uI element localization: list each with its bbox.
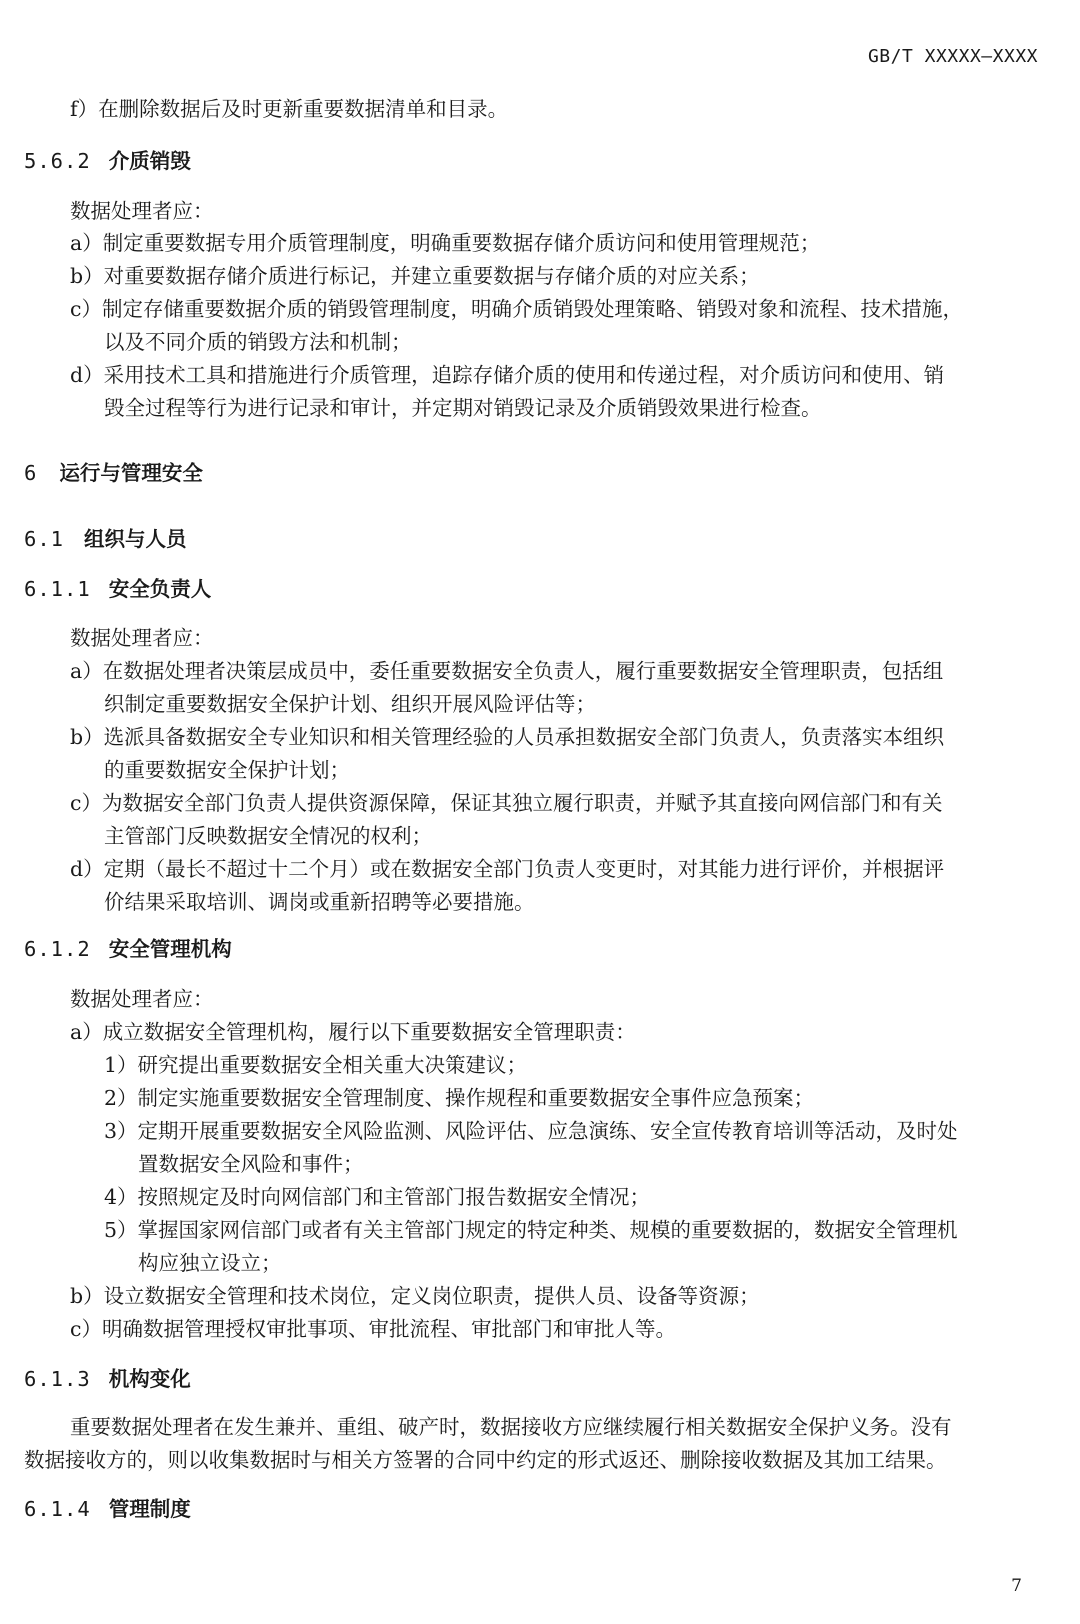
section-heading — [24, 932, 232, 966]
paragraph-line: 数据接收方的，则以收集数据时与相关方签署的合同中约定的形式返还、删除接收数据及其加工结果。 — [24, 1448, 947, 1472]
list-item-text: c）为数据安全部门负责人提供资源保障，保证其独立履行职责，并赋予其直接向网信部门和有关 — [70, 791, 943, 815]
section-heading — [24, 572, 211, 606]
list-item-text: b）对重要数据存储介质进行标记，并建立重要数据与存储介质的对应关系； — [70, 264, 760, 288]
section-heading — [24, 1492, 191, 1526]
sub-list-item-text: 2）制定实施重要数据安全管理制度、操作规程和重要数据安全事件应急预案； — [104, 1086, 815, 1110]
sub-list-item-text: 置数据安全风险和事件； — [138, 1152, 364, 1176]
section-title: 组织与人员 — [84, 527, 187, 551]
list-item-text: b）选派具备数据安全专业知识和相关管理经验的人员承担数据安全部门负责人，负责落实本组织 — [70, 725, 945, 749]
list-item-text: 主管部门反映数据安全情况的权利； — [104, 824, 432, 848]
section-heading — [24, 1362, 191, 1396]
section-number: 6.1.1 — [24, 577, 91, 601]
list-item-text: d）采用技术工具和措施进行介质管理，追踪存储介质的使用和传递过程，对介质访问和使用、销 — [70, 363, 945, 387]
list-item-text: b）设立数据安全管理和技术岗位，定义岗位职责，提供人员、设备等资源； — [70, 1284, 760, 1308]
section-heading — [24, 522, 187, 556]
document-code-header: GB/T XXXXX—XXXX — [867, 46, 1038, 67]
sub-list-item-text: 3）定期开展重要数据安全风险监测、风险评估、应急演练、安全宣传教育培训等活动，及时处 — [104, 1119, 958, 1143]
paragraph-line: 重要数据处理者在发生兼并、重组、破产时，数据接收方应继续履行相关数据安全保护义务。没有 — [70, 1415, 952, 1439]
section-heading — [24, 456, 203, 490]
list-item-text: f）在删除数据后及时更新重要数据清单和目录。 — [70, 97, 509, 121]
list-item-text: 以及不同介质的销毁方法和机制； — [104, 330, 412, 354]
section-number: 6.1.4 — [24, 1497, 91, 1521]
list-item-text: c）制定存储重要数据介质的销毁管理制度，明确介质销毁处理策略、销毁对象和流程、技术措施， — [70, 297, 963, 321]
section-title: 运行与管理安全 — [59, 461, 203, 485]
list-item-text: 数据处理者应： — [70, 626, 214, 650]
list-item-text: 的重要数据安全保护计划； — [104, 758, 350, 782]
list-item-text: 数据处理者应： — [70, 199, 214, 223]
section-heading — [24, 144, 191, 178]
section-title: 介质销毁 — [108, 149, 191, 173]
sub-list-item-text: 构应独立设立； — [138, 1251, 282, 1275]
page-number: 7 — [1011, 1576, 1022, 1596]
section-title: 管理制度 — [108, 1497, 191, 1521]
section-number: 6.1 — [24, 527, 65, 551]
list-item-text: a）成立数据安全管理机构，履行以下重要数据安全管理职责： — [70, 1020, 636, 1044]
list-item-text: a）在数据处理者决策层成员中，委任重要数据安全负责人，履行重要数据安全管理职责，包括组 — [70, 659, 944, 683]
list-item-text: 价结果采取培训、调岗或重新招聘等必要措施。 — [104, 890, 535, 914]
section-title: 安全管理机构 — [108, 937, 232, 961]
section-title: 安全负责人 — [108, 577, 212, 601]
list-item-text: 织制定重要数据安全保护计划、组织开展风险评估等； — [104, 692, 596, 716]
list-item-text: c）明确数据管理授权审批事项、审批流程、审批部门和审批人等。 — [70, 1317, 676, 1341]
list-item-text: d）定期（最长不超过十二个月）或在数据安全部门负责人变更时，对其能力进行评价，并根据评 — [70, 857, 945, 881]
list-item-text: 毁全过程等行为进行记录和审计，并定期对销毁记录及介质销毁效果进行检查。 — [104, 396, 822, 420]
list-item-text: a）制定重要数据专用介质管理制度，明确重要数据存储介质访问和使用管理规范； — [70, 231, 821, 255]
sub-list-item-text: 1）研究提出重要数据安全相关重大决策建议； — [104, 1053, 528, 1077]
sub-list-item-text: 4）按照规定及时向网信部门和主管部门报告数据安全情况； — [104, 1185, 651, 1209]
section-number: 6.1.3 — [24, 1367, 91, 1391]
section-number: 6 — [24, 461, 38, 485]
list-item-text: 数据处理者应： — [70, 987, 214, 1011]
section-number: 6.1.2 — [24, 937, 91, 961]
sub-list-item-text: 5）掌握国家网信部门或者有关主管部门规定的特定种类、规模的重要数据的，数据安全管理机 — [104, 1218, 958, 1242]
section-title: 机构变化 — [108, 1367, 191, 1391]
section-number: 5.6.2 — [24, 149, 91, 173]
